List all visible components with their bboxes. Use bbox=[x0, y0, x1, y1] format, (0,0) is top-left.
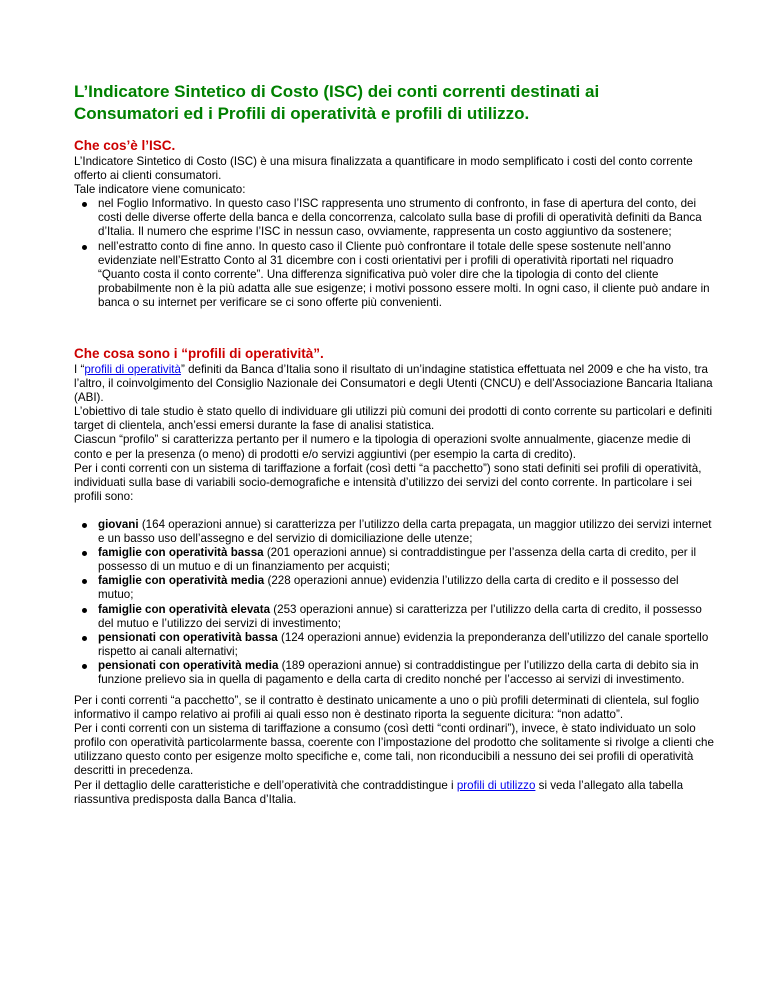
paragraph: Per i conti correnti con un sistema di tariffazione a consumo (così detti “conti ordinari”), invece, è stato individuato un solo profilo con operatività particolarmente bassa, coerente con l’impostazione del prodotto che solitamente si rivolge a clienti che utilizzano questo conto per esigenze molto specifiche e, come tali, non riconducibili a nessuno dei sei profili di operatività descritti in precedenza. bbox=[74, 722, 714, 778]
list-item bbox=[98, 518, 714, 546]
paragraph: Per i conti correnti “a pacchetto”, se il contratto è destinato unicamente a uno o più profili determinati di clientela, sul foglio informativo il campo relativo ai profili ai quali esso non è destinato riporta la seguente dicitura: “non adatto”. bbox=[74, 694, 700, 722]
bullet-icon bbox=[82, 608, 87, 613]
profiles-list bbox=[74, 518, 714, 687]
list-item bbox=[98, 240, 714, 310]
paragraph bbox=[74, 779, 714, 807]
link-profili-operativita[interactable]: profili di operatività bbox=[84, 363, 181, 376]
bullet-icon bbox=[82, 579, 87, 584]
list-item bbox=[98, 574, 714, 602]
paragraph: Tale indicatore viene comunicato: bbox=[74, 183, 246, 197]
profile-name: pensionati con operatività media bbox=[98, 658, 279, 672]
section-heading-isc: Che cos’è l’ISC. bbox=[74, 138, 176, 153]
list-item bbox=[98, 659, 714, 687]
text: si veda l’allegato alla tabella riassuntiva predisposta dalla Banca d’Italia. bbox=[74, 778, 684, 806]
paragraph: L’Indicatore Sintetico di Costo (ISC) è una misura finalizzata a quantificare in modo semplificato i costi del conto corrente offerto ai clienti consumatori. bbox=[74, 155, 693, 183]
section-heading-profili: Che cosa sono i “profili di operatività”. bbox=[74, 346, 324, 361]
text: Per il dettaglio delle caratteristiche e dell’operatività che contraddistingue i bbox=[74, 778, 457, 792]
paragraph: Per i conti correnti con un sistema di tariffazione a forfait (così detti “a pacchetto”) sono stati definiti sei profili di operatività, individuati sulla base di variabili socio-demografiche e intensità d’utilizzo dei servizi del conto corrente. In particolare i sei profili sono: bbox=[74, 461, 702, 503]
section-profili-operativita bbox=[74, 345, 714, 687]
list-item-text: nell’estratto conto di fine anno. In questo caso il Cliente può confrontare il totale delle spese sostenute nell’anno evidenziate nell’Estratto Conto al 31 dicembre con i costi orientativi per i profili di operatività riportati nel riquadro “Quanto costa il conto corrente”. Una differenza significativa può voler dire che la tipologia di conto del cliente probabilmente non è la più adatta alle sue esigenze; i motivi possono essere molti. In ogni caso, il cliente può andare in banca o su internet per verificare se ci sono offerte più convenienti. bbox=[98, 239, 710, 309]
list-item-text: nel Foglio Informativo. In questo caso l’ISC rappresenta uno strumento di confronto, in fase di apertura del conto, dei costi delle diverse offerte della banca e della concorrenza, calcolato sulla base di profili di operatività definiti da Banca d’Italia. Il numero che esprime l’ISC in nessun caso, ovviamente, rappresenta un costo aggiuntivo da sostenere; bbox=[98, 197, 702, 239]
profile-text: (164 operazioni annue) si caratterizza per l’utilizzo della carta prepagata, un maggior utilizzo dei servizi internet e un basso uso dell’assegno e del servizio di domiciliazione delle utenze; bbox=[98, 517, 712, 546]
profile-name: famiglie con operatività elevata bbox=[98, 602, 271, 616]
bullet-list bbox=[74, 197, 714, 310]
profile-name: famiglie con operatività bassa bbox=[98, 546, 264, 560]
link-profili-utilizzo[interactable]: profili di utilizzo bbox=[456, 778, 536, 792]
list-item bbox=[98, 197, 714, 239]
bullet-icon bbox=[82, 636, 87, 641]
profile-text: (189 operazioni annue) si contraddistingue per l’utilizzo della carta di debito sia in funzione prelievo sia in quella di pagamento e della carta di credito nonché per l’accesso ai servizi di investimento. bbox=[98, 658, 699, 686]
text: I “ bbox=[74, 363, 85, 376]
bullet-icon bbox=[82, 245, 87, 250]
profile-text: (253 operazioni annue) si caratterizza per l’utilizzo della carta di credito, il possesso del mutuo e l’utilizzo dei servizi di investimento; bbox=[98, 602, 702, 630]
list-item bbox=[98, 603, 714, 631]
list-item bbox=[98, 546, 714, 574]
profile-name: pensionati con operatività bassa bbox=[98, 630, 278, 644]
paragraph bbox=[74, 363, 714, 405]
section-conti-correnti bbox=[74, 694, 714, 807]
profile-text: (124 operazioni annue) evidenzia la preponderanza dell’utilizzo del canale sportello rispetto ai canali alternativi; bbox=[98, 630, 709, 658]
bullet-icon bbox=[82, 664, 87, 669]
bullet-icon bbox=[82, 202, 87, 207]
profile-text: (201 operazioni annue) si contraddistingue per l’assenza della carta di credito, per il possesso di un mutuo e di un finanziamento per acquisti; bbox=[98, 546, 697, 574]
list-item bbox=[98, 631, 714, 659]
paragraph: Ciascun “profilo” si caratterizza pertanto per il numero e la tipologia di operazioni svolte annualmente, giacenze medie di conto e per la presenza (o meno) di prodotti e/o servizi aggiuntivi (per esempio la carta di credito). bbox=[74, 433, 691, 461]
paragraph: L’obiettivo di tale studio è stato quello di individuare gli utilizzi più comuni dei prodotti di conto corrente su particolari e definiti target di clientela, anch’essi emersi durante la fase di analisi statistica. bbox=[74, 405, 713, 433]
profile-text: (228 operazioni annue) evidenzia l’utilizzo della carta di credito e il possesso del mutuo; bbox=[98, 574, 679, 602]
profile-name: giovani bbox=[98, 517, 139, 531]
section-what-is-isc bbox=[74, 137, 714, 310]
bullet-icon bbox=[82, 523, 87, 528]
profile-name: famiglie con operatività media bbox=[98, 574, 265, 588]
bullet-icon bbox=[82, 551, 87, 556]
text: ” definiti da Banca d’Italia sono il risultato di un’indagine statistica effettuata nel 2009 e che ha visto, tra l’altro, il coinvolgimento del Consiglio Nazionale dei Consumatori e degli Utenti (CNCU) e dell’Associazione Bancaria Italiana (ABI). bbox=[74, 363, 713, 405]
document-title: L’Indicatore Sintetico di Costo (ISC) dei conti correnti destinati ai Consumatori ed i Profili di operatività e profili di utilizzo. bbox=[74, 82, 600, 123]
